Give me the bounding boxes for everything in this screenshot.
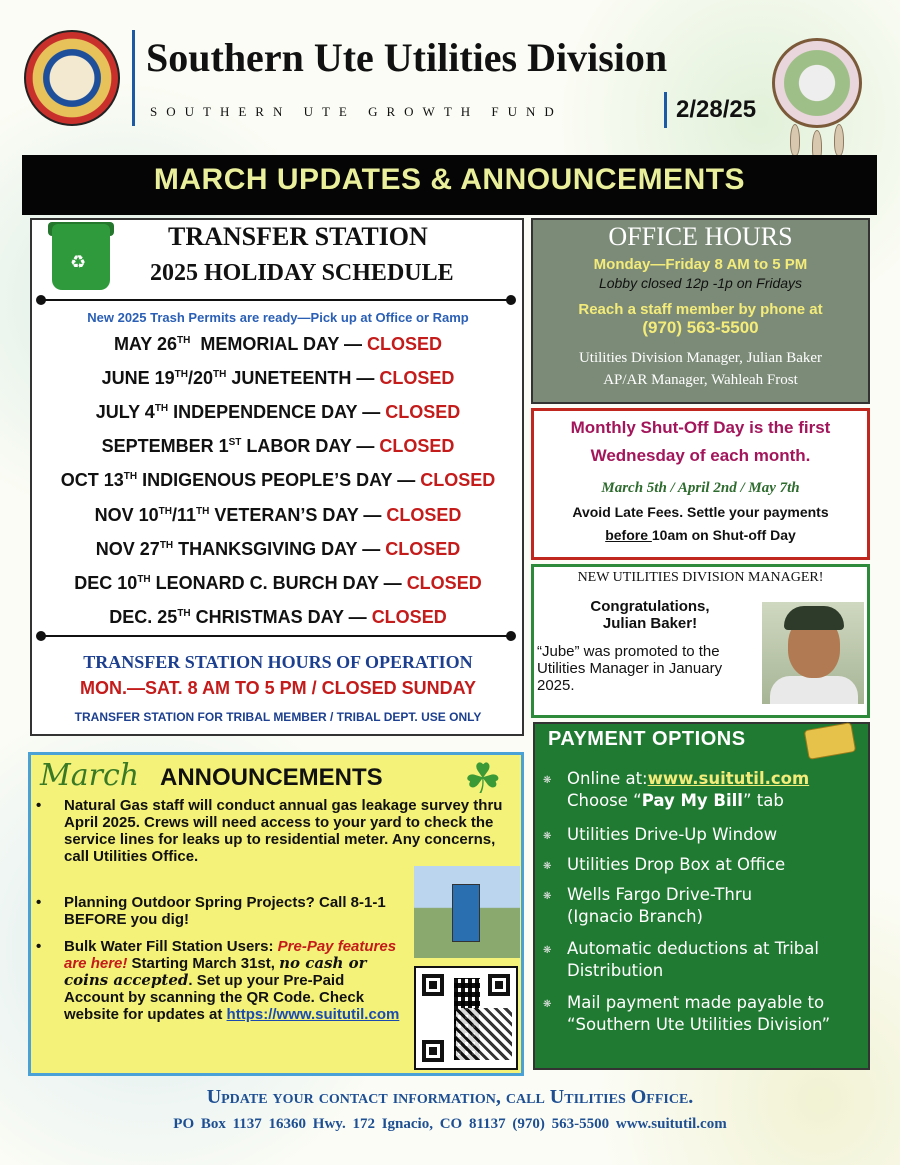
closed-status: CLOSED: [367, 334, 443, 354]
march-script-title: March: [40, 758, 140, 793]
closed-status: CLOSED: [385, 402, 461, 422]
holiday-name: CHRISTMAS DAY —: [190, 607, 372, 627]
hours-title: TRANSFER STATION HOURS OF OPERATION: [83, 652, 473, 672]
website-link[interactable]: www.suitutil.com: [647, 769, 810, 788]
page-subtitle: SOUTHERN UTE GROWTH FUND: [150, 104, 563, 119]
closed-status: CLOSED: [386, 505, 462, 525]
footer-contact: PO Box 1137 16360 Hwy. 172 Ignacio, CO 81137 (970) 563-5500 www.suitutil.com: [173, 1116, 727, 1132]
holiday-date: MAY 26: [113, 334, 177, 354]
shutoff-dates: March 5th / April 2nd / May 7th: [601, 480, 800, 496]
holiday-name: VETERAN’S DAY —: [209, 505, 387, 525]
bullet-icon: ❋: [543, 861, 552, 872]
holiday-date-suffix: TH: [196, 506, 210, 517]
staff-line: AP/AR Manager, Wahleah Frost: [603, 372, 798, 388]
permits-note: New 2025 Trash Permits are ready—Pick up at Office or Ramp: [87, 310, 469, 325]
tribal-seal-logo: [24, 30, 120, 126]
holiday-row: [40, 334, 516, 355]
payment-item: ❋ Automatic deductions at Tribal Distribution: [543, 939, 819, 980]
holiday-row: [40, 470, 516, 491]
payment-item: ❋ Mail payment made payable to “Southern Ute Utilities Division”: [543, 993, 831, 1034]
before-emphasis: before: [605, 527, 652, 543]
closed-status: CLOSED: [379, 368, 455, 388]
payment-item: [543, 768, 863, 812]
holiday-date: JUNE 19: [101, 368, 175, 388]
recycle-icon: ♻: [70, 252, 87, 272]
congrats-line: Julian Baker!: [602, 615, 698, 632]
banner-title: MARCH UPDATES & ANNOUNCEMENTS: [153, 163, 746, 196]
use-note: TRANSFER STATION FOR TRIBAL MEMBER / TRIBAL DEPT. USE ONLY: [74, 710, 482, 724]
holiday-date-suffix: TH: [176, 335, 191, 346]
holiday-date: /11: [171, 505, 196, 525]
website-link[interactable]: https://www.suitutil.com: [226, 1006, 400, 1023]
holiday-row: [40, 368, 516, 389]
footer-callout: Update your contact information, call Utilities Office.: [206, 1086, 694, 1108]
divider-dot: [506, 631, 516, 641]
announcement-item: • Planning Outdoor Spring Projects? Call 8-1-1 BEFORE you dig!: [36, 894, 386, 928]
holiday-date: NOV 10: [94, 505, 159, 525]
closed-status: CLOSED: [371, 607, 447, 627]
qr-code[interactable]: [414, 966, 518, 1070]
issue-date: 2/28/25: [676, 96, 757, 123]
reach-staff-text: Reach a staff member by phone at: [578, 301, 823, 318]
holiday-row: [40, 539, 516, 560]
pay-my-bill-text: Pay My Bill: [641, 791, 743, 810]
payment-title: PAYMENT OPTIONS: [548, 728, 746, 750]
closed-status: CLOSED: [379, 436, 455, 456]
holiday-name: MEMORIAL DAY —: [190, 334, 368, 354]
holiday-name: LABOR DAY —: [241, 436, 380, 456]
congrats-text: [540, 598, 760, 632]
holiday-date-suffix: TH: [177, 608, 191, 619]
holiday-row: [40, 607, 516, 628]
office-hours-title: OFFICE HOURS: [608, 222, 793, 251]
holiday-date: JULY 4: [95, 402, 155, 422]
holiday-name: INDEPENDENCE DAY —: [168, 402, 386, 422]
feather-icon: [834, 124, 844, 156]
holiday-date-suffix: ST: [228, 437, 242, 448]
bullet-icon: •: [36, 938, 42, 955]
phone-number[interactable]: (970) 563-5500: [642, 318, 759, 337]
closed-status: CLOSED: [406, 573, 482, 593]
announcements-title: ANNOUNCEMENTS: [160, 764, 383, 791]
holiday-schedule-title: 2025 HOLIDAY SCHEDULE: [150, 260, 454, 286]
date-divider: [664, 92, 667, 128]
payment-item: ❋ Utilities Drive-Up Window: [543, 824, 863, 846]
shutoff-line: Wednesday of each month.: [590, 446, 811, 465]
payment-item: ❋ Utilities Drop Box at Office: [543, 854, 863, 876]
holiday-name: INDIGENOUS PEOPLE’S DAY —: [137, 470, 421, 490]
avoid-fees-tail: 10am on Shut-off Day: [651, 527, 796, 543]
staff-line: Utilities Division Manager, Julian Baker: [578, 350, 823, 366]
manager-photo: [784, 606, 844, 630]
choose-text: Choose “: [567, 791, 642, 810]
holiday-date-suffix: TH: [123, 471, 138, 482]
dreamcatcher-logo: [772, 38, 862, 128]
feather-icon: [790, 124, 800, 156]
closed-status: CLOSED: [420, 470, 496, 490]
bullet-icon: ❋: [543, 999, 552, 1010]
holiday-name: JUNETEENTH —: [226, 368, 380, 388]
divider-dot: [506, 295, 516, 305]
transfer-station-title: TRANSFER STATION: [168, 222, 428, 251]
shamrock-icon: ☘: [464, 755, 502, 802]
holiday-date: OCT 13: [60, 470, 124, 490]
closed-status: CLOSED: [385, 539, 461, 559]
holiday-date-suffix: TH: [213, 369, 227, 380]
announcement-item: • Bulk Water Fill Station Users: Pre-Pay features are here! Starting March 31st, no cash or coins accepted. Set up your Pre-Paid Account by scanning the QR Code. Check website for updates at https://www.suitutil.com: [36, 938, 400, 1023]
fill-station-photo: [452, 884, 480, 942]
holiday-date: DEC 10: [74, 573, 138, 593]
tab-text: ” tab: [742, 791, 784, 810]
holiday-date-suffix: TH: [159, 540, 174, 551]
holiday-row: [40, 436, 516, 457]
header-divider: [132, 30, 135, 126]
holiday-date: DEC. 25: [109, 607, 178, 627]
bullet-icon: ❋: [543, 775, 552, 786]
shutoff-line: Monthly Shut-Off Day is the first: [570, 418, 831, 437]
holiday-row: [40, 402, 516, 423]
avoid-fees-text: [531, 527, 870, 543]
bullet-icon: •: [36, 797, 42, 814]
holiday-date: /20: [187, 368, 214, 388]
bullet-icon: •: [36, 894, 42, 911]
page-title: Southern Ute Utilities Division: [146, 35, 668, 80]
holiday-name: THANKSGIVING DAY —: [173, 539, 386, 559]
divider-line: [40, 299, 510, 301]
holiday-date-suffix: TH: [154, 403, 169, 414]
announcement-item: • Natural Gas staff will conduct annual gas leakage survey thru April 2025. Crews will need access to your yard to check the service lines for leaks up to residential meter. Any concerns, call Utilities Office.: [36, 797, 503, 865]
new-manager-title: NEW UTILITIES DIVISION MANAGER!: [577, 570, 824, 585]
lobby-note: Lobby closed 12p -1p on Fridays: [598, 275, 803, 291]
holiday-row: [40, 505, 516, 526]
office-days: Monday—Friday 8 AM to 5 PM: [593, 256, 808, 273]
payment-item: ❋ Wells Fargo Drive-Thru (Ignacio Branch): [543, 885, 753, 926]
bullet-icon: ❋: [543, 831, 552, 842]
holiday-date-suffix: TH: [158, 506, 172, 517]
holiday-date: SEPTEMBER 1: [101, 436, 229, 456]
promotion-text: “Jube” was promoted to the Utilities Manager in January 2025.: [537, 643, 723, 694]
bullet-icon: ❋: [543, 891, 552, 902]
avoid-fees-text: Avoid Late Fees. Settle your payments: [572, 504, 829, 520]
holiday-row: [40, 573, 516, 594]
holiday-name: LEONARD C. BURCH DAY —: [150, 573, 407, 593]
online-label: Online at:: [567, 769, 648, 788]
holiday-date: NOV 27: [95, 539, 160, 559]
bullet-icon: ❋: [543, 945, 552, 956]
holiday-date-suffix: TH: [137, 574, 151, 585]
hours-value: MON.—SAT. 8 AM TO 5 PM / CLOSED SUNDAY: [79, 678, 477, 698]
manager-photo: [770, 676, 858, 704]
holiday-date-suffix: TH: [174, 369, 188, 380]
congrats-line: Congratulations,: [590, 598, 710, 615]
divider-line: [40, 635, 510, 637]
